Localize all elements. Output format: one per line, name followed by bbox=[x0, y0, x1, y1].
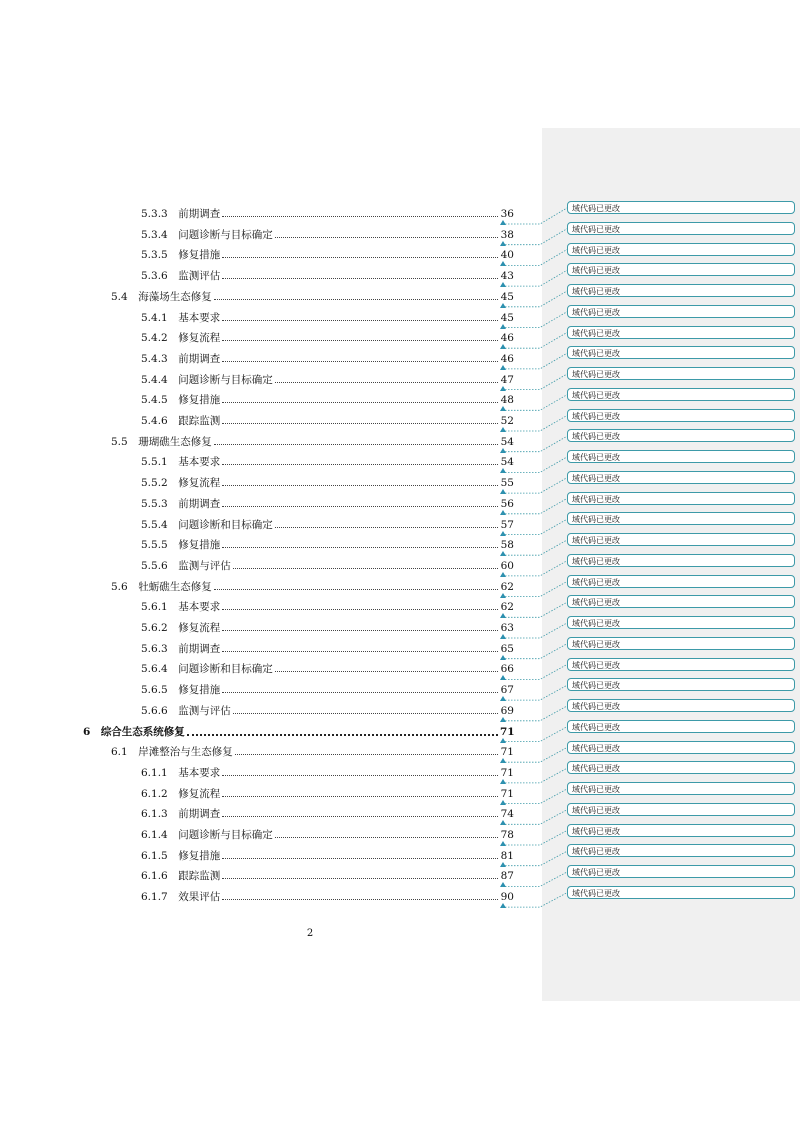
comment-balloon[interactable]: 域代码已更改 bbox=[567, 263, 795, 276]
comment-balloon[interactable]: 域代码已更改 bbox=[567, 367, 795, 380]
toc-entry-label bbox=[141, 309, 220, 327]
toc-entry-label bbox=[141, 847, 220, 865]
toc-entry-label bbox=[141, 640, 220, 658]
comment-anchor-icon bbox=[500, 510, 506, 515]
comment-anchor-icon bbox=[500, 862, 506, 867]
comment-balloon[interactable]: 域代码已更改 bbox=[567, 637, 795, 650]
toc-leader-dots bbox=[222, 609, 498, 610]
toc-entry-title: 基本要求 bbox=[178, 311, 221, 324]
comment-balloon[interactable]: 域代码已更改 bbox=[567, 346, 795, 359]
toc-leader-dots bbox=[222, 796, 498, 797]
page-number: 2 bbox=[306, 928, 314, 939]
toc-entry[interactable] bbox=[0, 557, 540, 575]
toc-entry[interactable] bbox=[0, 743, 540, 761]
toc-entry-page: 54 bbox=[500, 435, 514, 448]
comment-balloon[interactable]: 域代码已更改 bbox=[567, 741, 795, 754]
toc-entry-label bbox=[141, 619, 220, 637]
toc-entry-title: 修复措施 bbox=[178, 849, 221, 862]
comment-balloon[interactable]: 域代码已更改 bbox=[567, 575, 795, 588]
toc-leader-dots bbox=[222, 257, 498, 258]
toc-leader-dots bbox=[222, 320, 498, 321]
comment-balloon[interactable]: 域代码已更改 bbox=[567, 512, 795, 525]
toc-entry[interactable] bbox=[0, 246, 540, 264]
toc-entry[interactable] bbox=[0, 764, 540, 782]
toc-entry-number: 5.6.2 bbox=[141, 622, 168, 634]
comment-anchor-icon bbox=[500, 613, 506, 618]
toc-leader-dots bbox=[222, 485, 498, 486]
toc-entry-title: 珊瑚礁生态修复 bbox=[138, 435, 212, 448]
toc-entry-number: 6.1.5 bbox=[141, 849, 168, 862]
comment-anchor-icon bbox=[500, 634, 506, 639]
toc-leader-dots bbox=[222, 630, 498, 631]
comment-anchor-icon bbox=[500, 282, 506, 287]
toc-entry-number: 5.5.1 bbox=[141, 456, 168, 469]
toc-entry-label bbox=[141, 805, 220, 823]
toc-leader-dots bbox=[235, 754, 498, 755]
toc-entry-title: 跟踪监测 bbox=[178, 870, 221, 883]
toc-leader-dots bbox=[275, 237, 498, 238]
toc-entry-label bbox=[141, 267, 220, 285]
toc-entry-number: 5.6 bbox=[111, 580, 128, 593]
toc-entry-label bbox=[141, 329, 220, 347]
toc-entry-label bbox=[141, 246, 220, 264]
toc-entry-page: 62 bbox=[500, 601, 514, 614]
toc-entry-label bbox=[83, 723, 185, 741]
toc-entry-title: 基本要求 bbox=[178, 601, 221, 614]
toc-entry-page: 71 bbox=[500, 746, 514, 759]
comment-anchor-icon bbox=[500, 448, 506, 453]
toc-entry-label bbox=[111, 288, 212, 306]
toc-leader-dots bbox=[222, 278, 498, 279]
comment-anchor-icon bbox=[500, 489, 506, 494]
comment-anchor-icon bbox=[500, 800, 506, 805]
toc-entry-label bbox=[141, 350, 220, 368]
toc-entry-number: 5.5.6 bbox=[141, 559, 168, 572]
toc-entry-page: 38 bbox=[500, 228, 514, 241]
comment-anchor-icon bbox=[500, 344, 506, 349]
toc-entry[interactable] bbox=[0, 350, 540, 368]
toc-entry-number: 5.3.6 bbox=[141, 270, 168, 283]
comment-balloon[interactable]: 域代码已更改 bbox=[567, 305, 795, 318]
toc-entry-title: 问题诊断与目标确定 bbox=[178, 829, 273, 841]
toc-entry-number: 6.1.1 bbox=[141, 766, 168, 779]
toc-entry-number: 6 bbox=[83, 725, 91, 738]
toc-entry-label bbox=[141, 557, 231, 575]
toc-entry-page: 57 bbox=[500, 518, 514, 531]
toc-leader-dots bbox=[275, 527, 498, 528]
toc-entry[interactable] bbox=[0, 598, 540, 616]
toc-entry-number: 5.5 bbox=[111, 435, 128, 448]
toc-entry-title: 修复流程 bbox=[178, 332, 221, 345]
toc-entry-number: 5.3.5 bbox=[141, 249, 168, 262]
toc-entry-number: 5.3.3 bbox=[141, 208, 168, 220]
toc-entry-title: 修复流程 bbox=[178, 622, 221, 634]
toc-entry-label bbox=[111, 743, 233, 761]
toc-leader-dots bbox=[222, 547, 498, 548]
comment-anchor-icon bbox=[500, 572, 506, 577]
toc-entry[interactable] bbox=[0, 578, 540, 596]
toc-entry-title: 前期调查 bbox=[178, 642, 221, 655]
toc-entry-page: 74 bbox=[500, 808, 514, 821]
toc-entry[interactable] bbox=[0, 640, 540, 658]
toc-entry-label bbox=[141, 660, 273, 678]
toc-leader-dots bbox=[187, 734, 498, 736]
comment-balloon[interactable]: 域代码已更改 bbox=[567, 782, 795, 795]
toc-entry-number: 5.4.4 bbox=[141, 373, 168, 386]
comment-balloon[interactable]: 域代码已更改 bbox=[567, 658, 795, 671]
toc-entry-label bbox=[111, 578, 212, 596]
comment-balloon[interactable]: 域代码已更改 bbox=[567, 720, 795, 733]
comment-balloon[interactable]: 域代码已更改 bbox=[567, 554, 795, 567]
comment-balloon[interactable]: 域代码已更改 bbox=[567, 243, 795, 256]
comment-anchor-icon bbox=[500, 261, 506, 266]
comment-anchor-icon bbox=[500, 386, 506, 391]
toc-entry-title: 修复措施 bbox=[178, 539, 221, 552]
comment-anchor-icon bbox=[500, 758, 506, 763]
comment-anchor-icon bbox=[500, 324, 506, 329]
toc-entry-label bbox=[111, 433, 212, 451]
toc-entry-title: 前期调查 bbox=[178, 208, 221, 220]
toc-entry-title: 问题诊断与目标确定 bbox=[178, 373, 273, 386]
comment-balloon[interactable]: 域代码已更改 bbox=[567, 699, 795, 712]
comment-balloon[interactable]: 域代码已更改 bbox=[567, 595, 795, 608]
toc-leader-dots bbox=[222, 899, 498, 900]
comment-anchor-icon bbox=[500, 531, 506, 536]
comment-anchor-icon bbox=[500, 551, 506, 556]
comment-anchor-icon bbox=[500, 903, 506, 908]
toc-entry-page: 45 bbox=[500, 290, 514, 303]
comment-anchor-icon bbox=[500, 841, 506, 846]
toc-entry-label bbox=[141, 453, 220, 471]
toc-entry-page: 46 bbox=[500, 332, 514, 345]
comment-balloon[interactable]: 域代码已更改 bbox=[567, 429, 795, 442]
toc-entry-title: 监测与评估 bbox=[178, 559, 231, 572]
toc-entry-title: 监测与评估 bbox=[178, 704, 231, 717]
toc-entry-number: 5.6.6 bbox=[141, 704, 168, 717]
toc-entry-number: 5.6.1 bbox=[141, 601, 168, 614]
comment-balloon[interactable]: 域代码已更改 bbox=[567, 533, 795, 546]
toc-entry-number: 5.6.3 bbox=[141, 642, 168, 655]
toc-entry-title: 前期调查 bbox=[178, 352, 221, 365]
toc-entry-page: 36 bbox=[500, 208, 514, 220]
toc-entry-number: 6.1 bbox=[111, 746, 128, 759]
toc-entry[interactable] bbox=[0, 453, 540, 471]
comment-anchor-icon bbox=[500, 655, 506, 660]
toc-entry-label bbox=[141, 226, 273, 244]
toc-entry[interactable] bbox=[0, 329, 540, 347]
toc-leader-dots bbox=[222, 692, 498, 693]
comment-balloon[interactable]: 域代码已更改 bbox=[567, 886, 795, 899]
toc-entry-title: 牡蛎礁生态修复 bbox=[138, 580, 212, 593]
toc-entry-page: 48 bbox=[500, 394, 514, 407]
toc-leader-dots bbox=[233, 568, 498, 569]
toc-entry-page: 40 bbox=[500, 249, 514, 262]
toc-leader-dots bbox=[222, 816, 498, 817]
toc-entry-title: 跟踪监测 bbox=[178, 415, 221, 427]
toc-entry-title: 修复措施 bbox=[178, 249, 221, 262]
toc-entry-page: 63 bbox=[500, 622, 514, 634]
toc-entry-number: 5.5.3 bbox=[141, 497, 168, 510]
toc-entry-label bbox=[141, 888, 220, 906]
toc-leader-dots bbox=[275, 837, 498, 838]
toc-entry[interactable] bbox=[0, 495, 540, 513]
comment-anchor-icon bbox=[500, 427, 506, 432]
toc-entry[interactable] bbox=[0, 702, 540, 720]
toc-entry-number: 5.4.6 bbox=[141, 415, 168, 427]
comment-anchor-icon bbox=[500, 365, 506, 370]
toc-entry[interactable] bbox=[0, 516, 540, 534]
toc-entry[interactable] bbox=[0, 474, 540, 492]
comment-balloon[interactable]: 域代码已更改 bbox=[567, 326, 795, 339]
toc-entry[interactable] bbox=[0, 267, 540, 285]
toc-entry-page: 81 bbox=[500, 849, 514, 862]
comment-anchor-icon bbox=[500, 593, 506, 598]
toc-entry-page: 67 bbox=[500, 684, 514, 697]
toc-entry[interactable] bbox=[0, 805, 540, 823]
toc-entry-page: 60 bbox=[500, 559, 514, 572]
toc-entry[interactable] bbox=[0, 888, 540, 906]
comment-anchor-icon bbox=[500, 468, 506, 473]
toc-entry-label bbox=[141, 598, 220, 616]
toc-entry-label bbox=[141, 474, 220, 492]
toc-entry-title: 前期调查 bbox=[178, 497, 221, 510]
toc-entry-label bbox=[141, 826, 273, 844]
toc-leader-dots bbox=[222, 216, 498, 217]
toc-entry[interactable] bbox=[0, 288, 540, 306]
toc-entry[interactable] bbox=[0, 371, 540, 389]
toc-entry-title: 基本要求 bbox=[178, 456, 221, 469]
toc-entry-title: 修复流程 bbox=[178, 477, 221, 490]
comment-anchor-icon bbox=[500, 820, 506, 825]
toc-entry[interactable] bbox=[0, 412, 540, 430]
toc-entry-number: 5.5.2 bbox=[141, 477, 168, 490]
toc-entry-label bbox=[141, 681, 220, 699]
comment-balloon[interactable]: 域代码已更改 bbox=[567, 844, 795, 857]
toc-entry-title: 海藻场生态修复 bbox=[138, 290, 212, 303]
toc-entry-page: 43 bbox=[500, 270, 514, 283]
toc-entry-number: 5.5.4 bbox=[141, 518, 168, 531]
toc-leader-dots bbox=[222, 402, 498, 403]
comment-balloon[interactable]: 域代码已更改 bbox=[567, 222, 795, 235]
toc-entry-label bbox=[141, 391, 220, 409]
comment-balloon[interactable]: 域代码已更改 bbox=[567, 284, 795, 297]
toc-entry-label bbox=[141, 702, 231, 720]
toc-entry-number: 5.4.5 bbox=[141, 394, 168, 407]
toc-entry-label bbox=[141, 867, 220, 885]
toc-entry[interactable] bbox=[0, 309, 540, 327]
toc-entry-title: 效果评估 bbox=[178, 891, 221, 904]
toc-entry-page: 71 bbox=[500, 725, 515, 738]
toc-entry-label bbox=[141, 371, 273, 389]
comment-anchor-icon bbox=[500, 738, 506, 743]
comment-anchor-icon bbox=[500, 303, 506, 308]
comment-anchor-icon bbox=[500, 779, 506, 784]
toc-entry[interactable] bbox=[0, 785, 540, 803]
comment-balloon[interactable]: 域代码已更改 bbox=[567, 388, 795, 401]
comment-anchor-icon bbox=[500, 675, 506, 680]
toc-leader-dots bbox=[214, 299, 498, 300]
toc-leader-dots bbox=[222, 464, 498, 465]
toc-entry-title: 前期调查 bbox=[178, 808, 221, 821]
toc-entry[interactable] bbox=[0, 660, 540, 678]
comment-balloon[interactable]: 域代码已更改 bbox=[567, 803, 795, 816]
toc-entry-title: 基本要求 bbox=[178, 766, 221, 779]
toc-leader-dots bbox=[222, 361, 498, 362]
toc-entry-title: 问题诊断和目标确定 bbox=[178, 518, 273, 531]
toc-entry-number: 6.1.4 bbox=[141, 829, 168, 841]
toc-entry-page: 62 bbox=[500, 580, 514, 593]
toc-leader-dots bbox=[214, 589, 498, 590]
toc-entry[interactable] bbox=[0, 847, 540, 865]
toc-entry-number: 5.5.5 bbox=[141, 539, 168, 552]
toc-entry-number: 6.1.3 bbox=[141, 808, 168, 821]
comment-balloon[interactable]: 域代码已更改 bbox=[567, 201, 795, 214]
toc-entry-page: 46 bbox=[500, 352, 514, 365]
toc-entry-label bbox=[141, 536, 220, 554]
toc-leader-dots bbox=[275, 382, 498, 383]
toc-entry-title: 问题诊断和目标确定 bbox=[178, 663, 273, 676]
toc-entry-page: 71 bbox=[500, 766, 514, 779]
comment-balloon[interactable]: 域代码已更改 bbox=[567, 450, 795, 463]
toc-leader-dots bbox=[222, 506, 498, 507]
toc-leader-dots bbox=[222, 423, 498, 424]
comment-balloon[interactable]: 域代码已更改 bbox=[567, 865, 795, 878]
toc-entry-number: 5.4.2 bbox=[141, 332, 168, 345]
toc-entry-page: 56 bbox=[500, 497, 514, 510]
toc-entry-label bbox=[141, 205, 220, 223]
toc-entry[interactable] bbox=[0, 867, 540, 885]
toc-entry-title: 综合生态系统修复 bbox=[100, 725, 185, 738]
toc-entry[interactable] bbox=[0, 619, 540, 637]
comment-anchor-icon bbox=[500, 717, 506, 722]
toc-entry-number: 5.4.3 bbox=[141, 352, 168, 365]
toc-entry[interactable] bbox=[0, 536, 540, 554]
comment-anchor-icon bbox=[500, 220, 506, 225]
toc-entry-number: 5.4.1 bbox=[141, 311, 168, 324]
toc-leader-dots bbox=[214, 444, 498, 445]
toc-entry-title: 岸滩整治与生态修复 bbox=[138, 746, 233, 759]
toc-entry-page: 58 bbox=[500, 539, 514, 552]
toc-leader-dots bbox=[222, 651, 498, 652]
comment-balloon[interactable]: 域代码已更改 bbox=[567, 824, 795, 837]
toc-leader-dots bbox=[222, 878, 498, 879]
toc-entry[interactable] bbox=[0, 826, 540, 844]
toc-entry[interactable] bbox=[0, 226, 540, 244]
comment-balloon[interactable]: 域代码已更改 bbox=[567, 492, 795, 505]
toc-entry-page: 78 bbox=[500, 829, 514, 841]
toc-entry-page: 69 bbox=[500, 704, 514, 717]
toc-entry-number: 5.6.4 bbox=[141, 663, 168, 676]
toc-entry-number: 6.1.6 bbox=[141, 870, 168, 883]
toc-leader-dots bbox=[222, 858, 498, 859]
toc-entry-number: 5.6.5 bbox=[141, 684, 168, 697]
comment-anchor-icon bbox=[500, 241, 506, 246]
comment-balloon[interactable]: 域代码已更改 bbox=[567, 409, 795, 422]
toc-leader-dots bbox=[222, 775, 498, 776]
comment-anchor-icon bbox=[500, 696, 506, 701]
toc-entry[interactable] bbox=[0, 433, 540, 451]
toc-entry-label bbox=[141, 516, 273, 534]
toc-entry-title: 修复流程 bbox=[178, 787, 221, 800]
toc-leader-dots bbox=[233, 713, 498, 714]
toc-entry-number: 6.1.2 bbox=[141, 787, 168, 800]
toc-entry-number: 6.1.7 bbox=[141, 891, 168, 904]
toc-entry-page: 66 bbox=[500, 663, 514, 676]
comment-anchor-icon bbox=[500, 406, 506, 411]
toc-entry-page: 55 bbox=[500, 477, 514, 490]
toc-entry[interactable] bbox=[0, 723, 540, 741]
toc-leader-dots bbox=[222, 340, 498, 341]
toc-entry-label bbox=[141, 785, 220, 803]
toc-entry-page: 65 bbox=[500, 642, 514, 655]
comment-anchor-icon bbox=[500, 882, 506, 887]
toc-leader-dots bbox=[275, 671, 498, 672]
toc-entry-page: 87 bbox=[500, 870, 514, 883]
toc-entry-title: 监测评估 bbox=[178, 270, 221, 283]
toc-entry-title: 修复措施 bbox=[178, 684, 221, 697]
toc-entry-title: 修复措施 bbox=[178, 394, 221, 407]
toc-entry-page: 47 bbox=[500, 373, 514, 386]
toc-entry-label bbox=[141, 495, 220, 513]
comment-balloon[interactable]: 域代码已更改 bbox=[567, 761, 795, 774]
toc-entry[interactable] bbox=[0, 391, 540, 409]
toc-entry-page: 45 bbox=[500, 311, 514, 324]
toc-entry-page: 54 bbox=[500, 456, 514, 469]
toc-entry-number: 5.3.4 bbox=[141, 228, 168, 241]
toc-entry-title: 问题诊断与目标确定 bbox=[178, 228, 273, 241]
toc-entry[interactable] bbox=[0, 681, 540, 699]
comment-balloon[interactable]: 域代码已更改 bbox=[567, 471, 795, 484]
toc-entry[interactable] bbox=[0, 205, 540, 223]
toc-entry-page: 71 bbox=[500, 787, 514, 800]
comment-balloon[interactable]: 域代码已更改 bbox=[567, 616, 795, 629]
toc-entry-label bbox=[141, 412, 220, 430]
comment-balloon[interactable]: 域代码已更改 bbox=[567, 678, 795, 691]
toc-entry-page: 90 bbox=[500, 891, 514, 904]
toc-entry-label bbox=[141, 764, 220, 782]
toc-entry-page: 52 bbox=[500, 415, 514, 427]
toc-entry-number: 5.4 bbox=[111, 290, 128, 303]
